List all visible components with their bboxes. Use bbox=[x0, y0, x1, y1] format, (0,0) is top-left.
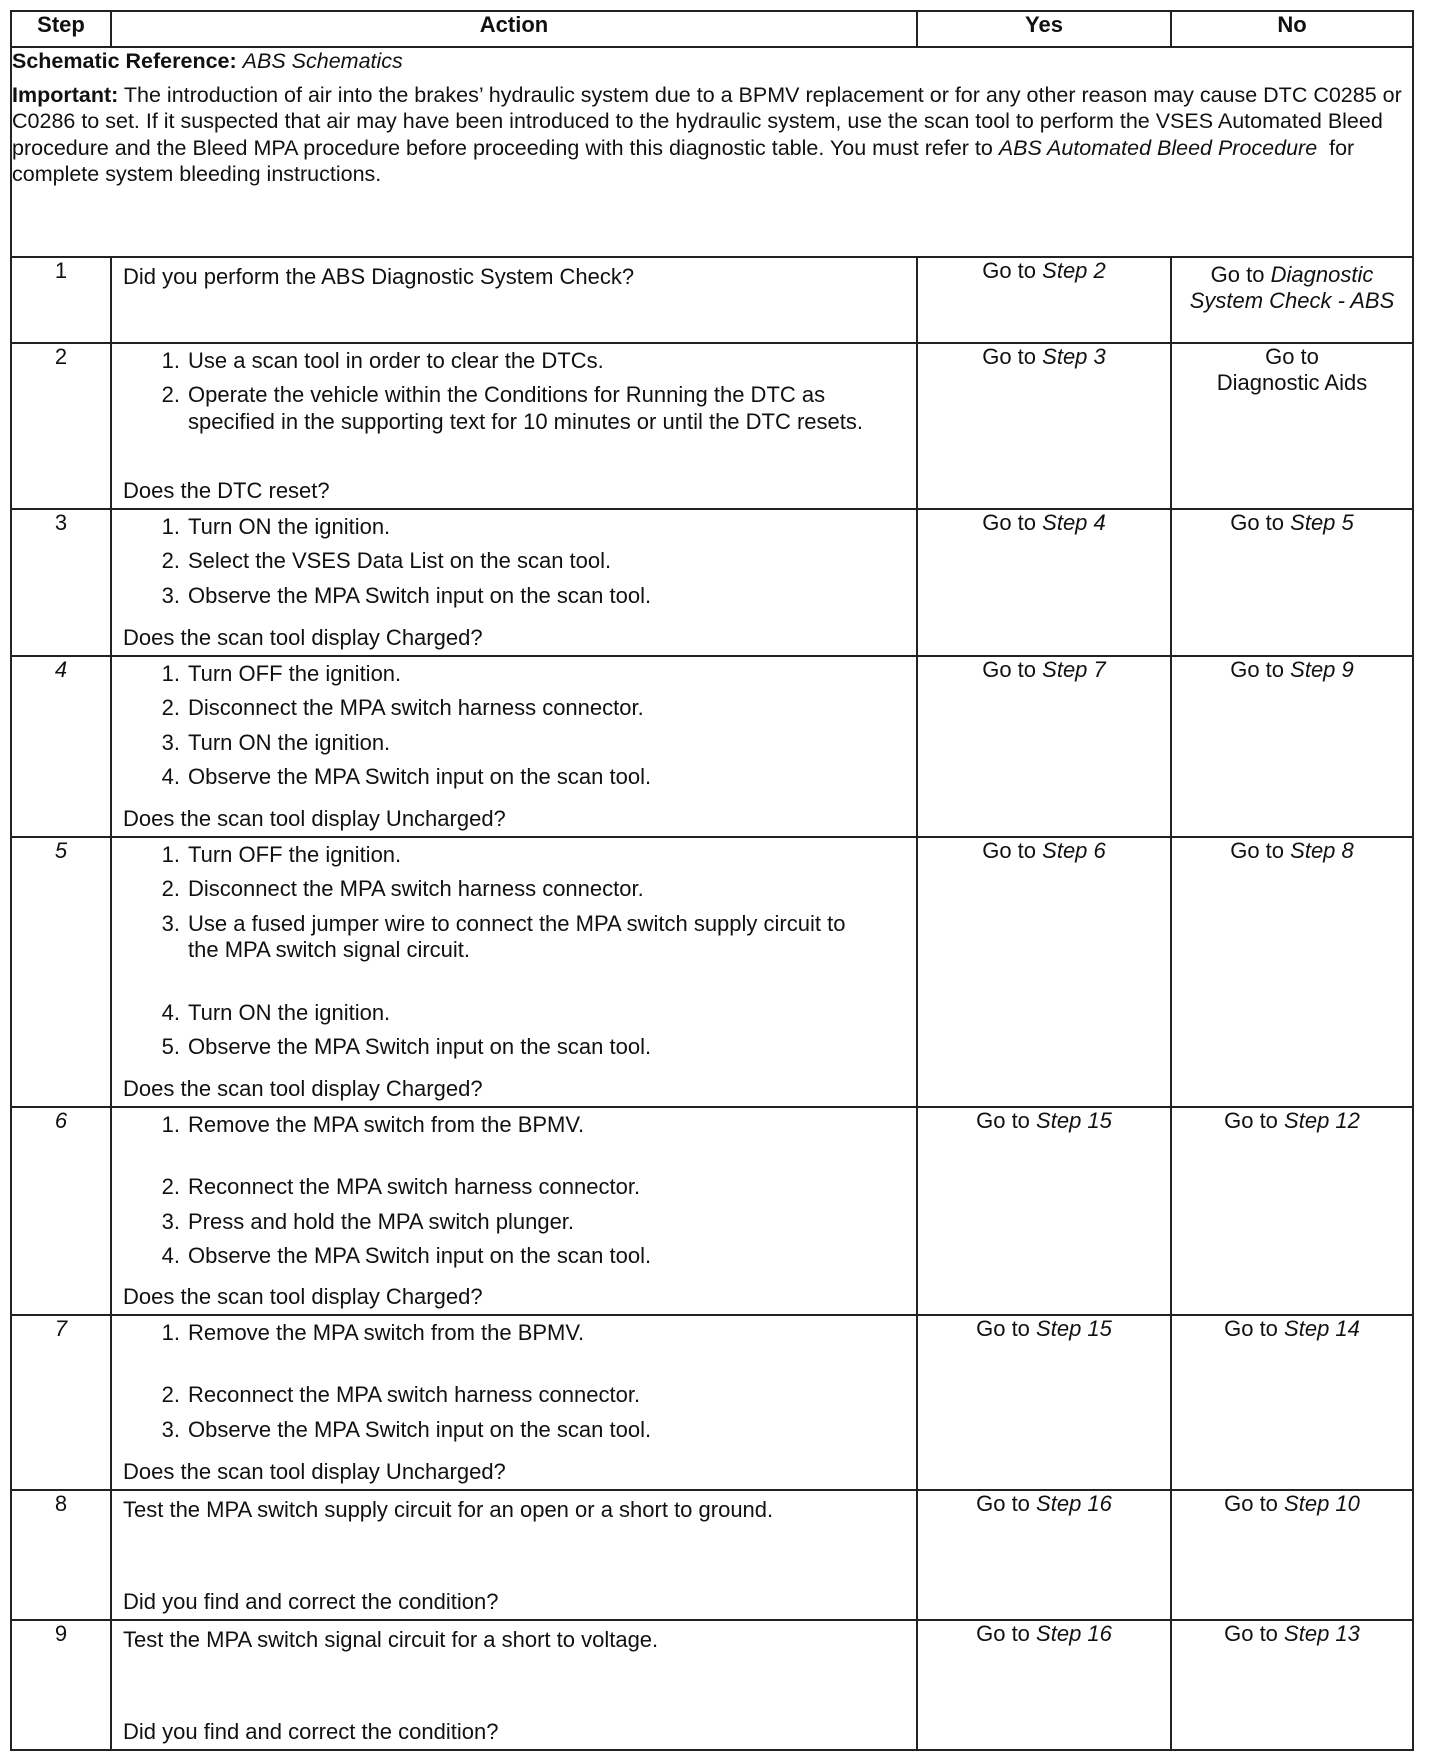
yes-goto[interactable]: Go to Step 16 bbox=[976, 1621, 1112, 1646]
step-question: Does the scan tool display Charged? bbox=[123, 624, 483, 650]
step-question: Does the scan tool display Charged? bbox=[123, 1075, 483, 1101]
important-text-2: for complete system bleeding instructions. bbox=[12, 135, 1355, 186]
action-cell bbox=[111, 1107, 917, 1315]
no-cell bbox=[1171, 343, 1413, 509]
list-item: 3. Observe the MPA Switch input on the scan tool. bbox=[161, 582, 652, 608]
list-item: 3. Turn ON the ignition. bbox=[161, 729, 391, 755]
step-question: Did you perform the ABS Diagnostic System Check? bbox=[123, 264, 635, 289]
table-row bbox=[11, 1107, 1413, 1315]
step-number: 1 bbox=[11, 257, 111, 343]
diagnostic-table-page bbox=[10, 10, 1412, 1751]
schematic-link[interactable]: ABS Schematics bbox=[242, 49, 403, 73]
action-cell bbox=[111, 509, 917, 656]
yes-goto[interactable]: Go to Step 3 bbox=[982, 344, 1106, 369]
important-text-1: The introduction of air into the brakes’ hydraulic system due to a BPMV replacement or for any other reason may cause DTC C0285 or C0286 to set. If it suspected that air may have been introduced to the hydraulic system, use the scan tool to perform the VSES Automated Bleed procedure and the Bleed MPA procedure before proceeding with this diagnostic table. You must refer to bbox=[12, 83, 1402, 160]
bleed-procedure-link[interactable]: ABS Automated Bleed Procedure bbox=[998, 135, 1318, 160]
step-question: Does the scan tool display Uncharged? bbox=[123, 1458, 506, 1484]
action-list bbox=[112, 1316, 916, 1443]
header-action: Action bbox=[111, 11, 917, 47]
list-item: 5. Observe the MPA Switch input on the scan tool. bbox=[161, 1033, 652, 1059]
no-goto[interactable]: Go to Diagnostic System Check - ABS bbox=[1189, 262, 1395, 314]
action-list bbox=[112, 1108, 916, 1270]
action-list bbox=[112, 838, 916, 1060]
step-action: Test the MPA switch supply circuit for an open or a short to ground. bbox=[123, 1497, 774, 1522]
table-row bbox=[11, 656, 1413, 837]
action-list bbox=[112, 657, 916, 791]
no-goto[interactable]: Go to Step 9 bbox=[1230, 657, 1354, 682]
no-cell bbox=[1171, 656, 1413, 837]
no-cell bbox=[1171, 837, 1413, 1107]
no-goto[interactable]: Go to Step 10 bbox=[1224, 1491, 1360, 1516]
yes-goto[interactable]: Go to Step 4 bbox=[982, 510, 1106, 535]
list-item: 4. Turn ON the ignition. bbox=[161, 999, 391, 1025]
table-row bbox=[11, 1315, 1413, 1490]
action-cell bbox=[111, 1620, 917, 1750]
no-goto[interactable]: Go to Step 14 bbox=[1224, 1316, 1360, 1341]
list-item: 1. Turn OFF the ignition. bbox=[161, 842, 402, 867]
no-cell bbox=[1171, 1107, 1413, 1315]
step-number: 5 bbox=[11, 837, 111, 1107]
list-item: 1. Use a scan tool in order to clear the DTCs. bbox=[161, 348, 604, 373]
yes-cell bbox=[917, 656, 1171, 837]
step-number: 6 bbox=[11, 1107, 111, 1315]
no-cell bbox=[1171, 1315, 1413, 1490]
yes-goto[interactable]: Go to Step 15 bbox=[976, 1108, 1112, 1133]
step-question: Did you find and correct the condition? bbox=[123, 1588, 499, 1614]
list-item: 3. Observe the MPA Switch input on the scan tool. bbox=[161, 1416, 652, 1442]
table-row bbox=[11, 1620, 1413, 1750]
yes-goto[interactable]: Go to Step 7 bbox=[982, 657, 1106, 682]
action-cell bbox=[111, 257, 917, 343]
action-list bbox=[112, 344, 916, 435]
list-item: 1. Remove the MPA switch from the BPMV. bbox=[161, 1320, 585, 1345]
list-item: 4. Observe the MPA Switch input on the scan tool. bbox=[161, 764, 652, 790]
step-number: 8 bbox=[11, 1490, 111, 1620]
list-item: 2. Disconnect the MPA switch harness connector. bbox=[161, 695, 644, 721]
action-cell bbox=[111, 837, 917, 1107]
list-item: 2. Disconnect the MPA switch harness connector. bbox=[161, 876, 644, 902]
no-goto[interactable]: Go to Step 13 bbox=[1224, 1621, 1360, 1646]
action-list bbox=[112, 510, 916, 609]
list-item: 1. Remove the MPA switch from the BPMV. bbox=[161, 1112, 585, 1137]
yes-goto[interactable]: Go to Step 6 bbox=[982, 838, 1106, 863]
yes-goto[interactable]: Go to Step 16 bbox=[976, 1491, 1112, 1516]
reference-cell bbox=[11, 47, 1413, 257]
step-action: Test the MPA switch signal circuit for a short to voltage. bbox=[123, 1627, 659, 1652]
no-cell bbox=[1171, 509, 1413, 656]
table-row bbox=[11, 837, 1413, 1107]
no-cell bbox=[1171, 257, 1413, 343]
schematic-reference bbox=[12, 48, 1412, 74]
step-number: 7 bbox=[11, 1315, 111, 1490]
step-question: Does the scan tool display Uncharged? bbox=[123, 805, 506, 831]
schematic-label: Schematic Reference: bbox=[12, 49, 237, 73]
no-goto[interactable]: Go to Step 5 bbox=[1230, 510, 1354, 535]
yes-cell bbox=[917, 1315, 1171, 1490]
important-label: Important: bbox=[12, 83, 119, 108]
list-item: 2. Operate the vehicle within the Conditions for Running the DTC as specified in the supporting text for 10 minutes or until the DTC resets. bbox=[161, 382, 863, 434]
action-cell bbox=[111, 656, 917, 837]
yes-cell bbox=[917, 837, 1171, 1107]
header-yes: Yes bbox=[917, 11, 1171, 47]
yes-cell bbox=[917, 257, 1171, 343]
yes-cell bbox=[917, 343, 1171, 509]
table-row bbox=[11, 343, 1413, 509]
list-item: 2. Select the VSES Data List on the scan tool. bbox=[161, 548, 612, 574]
no-cell bbox=[1171, 1490, 1413, 1620]
no-goto[interactable]: Go to Diagnostic Aids bbox=[1216, 344, 1368, 396]
step-question: Did you find and correct the condition? bbox=[123, 1718, 499, 1744]
yes-cell bbox=[917, 1490, 1171, 1620]
list-item: 3. Press and hold the MPA switch plunger. bbox=[161, 1208, 575, 1234]
no-goto[interactable]: Go to Step 8 bbox=[1230, 838, 1354, 863]
action-cell bbox=[111, 1490, 917, 1620]
header-no: No bbox=[1171, 11, 1413, 47]
yes-cell bbox=[917, 1620, 1171, 1750]
header-step: Step bbox=[11, 11, 111, 47]
no-goto[interactable]: Go to Step 12 bbox=[1224, 1108, 1360, 1133]
list-item: 1. Turn ON the ignition. bbox=[161, 514, 391, 539]
important-note bbox=[12, 82, 1412, 187]
action-cell bbox=[111, 343, 917, 509]
list-item: 4. Observe the MPA Switch input on the scan tool. bbox=[161, 1243, 652, 1269]
table-row bbox=[11, 257, 1413, 343]
step-number: 4 bbox=[11, 656, 111, 837]
table-row bbox=[11, 1490, 1413, 1620]
action-cell bbox=[111, 1315, 917, 1490]
diagnostic-table bbox=[10, 10, 1414, 1751]
reference-row bbox=[11, 47, 1413, 257]
table-row bbox=[11, 509, 1413, 656]
list-item: 2. Reconnect the MPA switch harness connector. bbox=[161, 1174, 641, 1200]
no-cell bbox=[1171, 1620, 1413, 1750]
list-item: 1. Turn OFF the ignition. bbox=[161, 661, 402, 686]
header-row bbox=[11, 11, 1413, 47]
list-item: 3. Use a fused jumper wire to connect the MPA switch supply circuit to the MPA switch signal circuit. bbox=[161, 910, 846, 963]
yes-cell bbox=[917, 1107, 1171, 1315]
step-number: 3 bbox=[11, 509, 111, 656]
step-number: 9 bbox=[11, 1620, 111, 1750]
list-item: 2. Reconnect the MPA switch harness connector. bbox=[161, 1382, 641, 1408]
step-number: 2 bbox=[11, 343, 111, 509]
step-question: Does the scan tool display Charged? bbox=[123, 1283, 483, 1309]
yes-goto[interactable]: Go to Step 15 bbox=[976, 1316, 1112, 1341]
step-question: Does the DTC reset? bbox=[123, 477, 330, 503]
yes-cell bbox=[917, 509, 1171, 656]
yes-goto[interactable]: Go to Step 2 bbox=[982, 258, 1106, 283]
